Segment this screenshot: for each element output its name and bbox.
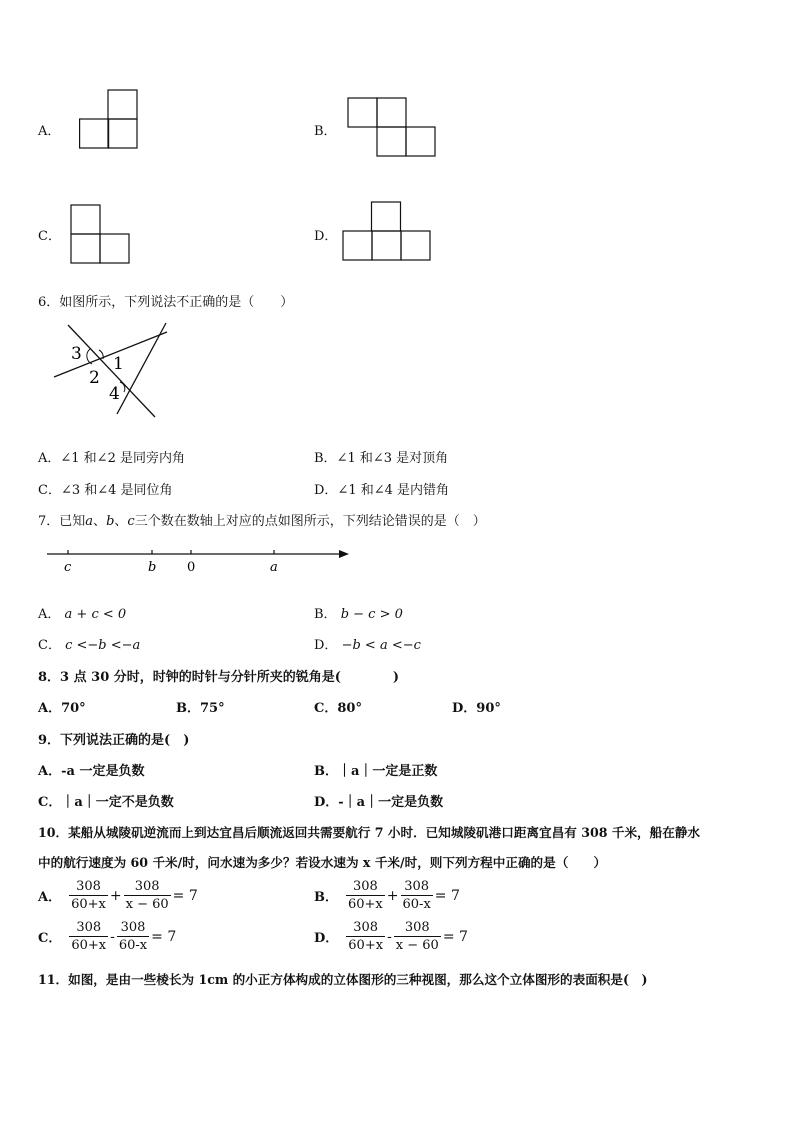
option-label: A． (38, 764, 62, 779)
option-text: ∠3 和∠4 是同位角 (60, 483, 173, 498)
denominator: x − 60 (125, 897, 169, 912)
option-label: A． (38, 890, 62, 905)
numerator: 308 (124, 878, 171, 896)
option-label: A． (38, 451, 61, 466)
fraction (124, 878, 171, 913)
option-label: B． (314, 607, 337, 622)
q9-option-b (314, 760, 437, 779)
fraction (69, 878, 108, 913)
q5-option-a-label: A． (38, 124, 61, 139)
q6-option-c (38, 479, 173, 498)
fraction (394, 919, 441, 954)
q7-option-a (38, 603, 126, 622)
option-label: B． (176, 701, 200, 716)
q10-stem-line2: 中的航行速度为 60 千米/时，问水速为多少？若设水速为 x 千米/时，则下列方程中正确的是（ ） (38, 855, 607, 870)
q10-stem-line1: 10．某船从城陵矶逆流而上到达宜昌后顺流返回共需要航行 7 小时．已知城陵矶港口距离宜昌有 308 千米，船在静水 (38, 825, 701, 840)
q6-angle-figure (50, 320, 170, 420)
option-text: ｜a｜一定是正数 (338, 764, 438, 779)
q7-stem-suffix: 三个数在数轴上对应的点如图所示，下列结论错误的是（ ） (134, 514, 486, 529)
option-text: ∠1 和∠3 是对顶角 (336, 451, 449, 466)
option-label: B． (314, 890, 338, 905)
option-text: 90° (476, 701, 501, 716)
q5-option-c-figure (70, 204, 132, 264)
option-label: D． (314, 483, 338, 498)
option-text: -｜a｜一定是负数 (338, 795, 444, 810)
denominator: 60+x (348, 938, 384, 953)
denominator: 60+x (71, 938, 107, 953)
option-text: −b < a <−c (341, 638, 421, 653)
q6-option-a (38, 447, 185, 466)
option-label: B． (314, 451, 337, 466)
q8-stem: 8．3 点 30 分时，时钟的时针与分针所夹的锐角是( ) (38, 670, 400, 685)
q5-option-d-label: D． (314, 229, 338, 244)
numerator: 308 (69, 878, 108, 896)
operator: + (386, 887, 399, 904)
denominator: x − 60 (395, 938, 439, 953)
option-label: B． (314, 764, 338, 779)
option-text: ∠1 和∠2 是同旁内角 (60, 451, 185, 466)
q10-option-d (314, 919, 470, 954)
numerator: 308 (401, 878, 433, 896)
option-label: A． (38, 701, 62, 716)
q6-option-b (314, 447, 448, 466)
q7-var-a: a (85, 514, 94, 529)
q8-option-a (38, 697, 86, 716)
q10-option-c (38, 919, 178, 954)
q10-option-a (38, 878, 200, 913)
equation-rhs: = 7 (434, 887, 460, 904)
denominator: 60-x (118, 938, 148, 953)
option-label: A． (38, 607, 61, 622)
q8-option-b (176, 697, 225, 716)
q6-fig-label-2: 2 (89, 368, 100, 388)
option-text: 70° (61, 701, 86, 716)
q8-option-d (452, 697, 501, 716)
option-label: D． (314, 931, 339, 946)
equation-rhs: = 7 (172, 887, 198, 904)
numerator: 308 (69, 919, 108, 937)
q7-axis-label-b: b (148, 560, 157, 575)
option-text: c <−b <−a (65, 638, 141, 653)
q6-fig-label-3: 3 (71, 344, 82, 364)
q9-option-d (314, 791, 443, 810)
q7-axis-label-0: 0 (187, 560, 196, 575)
operator: + (109, 887, 122, 904)
q7-option-c (38, 634, 140, 653)
fraction (117, 919, 149, 954)
option-text: 80° (337, 701, 362, 716)
q7-stem (38, 510, 486, 529)
option-text: ｜a｜一定不是负数 (61, 795, 174, 810)
option-text: ∠1 和∠4 是内错角 (337, 483, 450, 498)
q7-axis-label-c: c (64, 560, 72, 575)
q11-stem: 11．如图，是由一些棱长为 1cm 的小正方体构成的立体图形的三种视图，那么这个立体图形的表面积是( ) (38, 972, 648, 987)
option-text: -a 一定是负数 (61, 764, 145, 779)
numerator: 308 (117, 919, 149, 937)
numerator: 308 (346, 878, 385, 896)
option-label: D． (314, 795, 339, 810)
q7-option-d (314, 634, 421, 653)
operator: - (110, 928, 115, 945)
option-label: C． (314, 701, 338, 716)
q9-option-a (38, 760, 144, 779)
equation-rhs: = 7 (151, 928, 177, 945)
fraction (346, 878, 385, 913)
q7-sep: 、 (114, 514, 128, 529)
operator: - (387, 928, 392, 945)
q6-fig-label-1: 1 (113, 354, 124, 374)
q7-option-b (314, 603, 403, 622)
option-label: C． (38, 638, 61, 653)
q7-var-b: b (106, 514, 115, 529)
fraction (346, 919, 385, 954)
option-text: a + c < 0 (64, 607, 127, 622)
q7-axis-label-a: a (270, 560, 278, 575)
q10-option-b (314, 878, 462, 913)
fraction (401, 878, 433, 913)
q6-option-d (314, 479, 449, 498)
option-label: C． (38, 795, 62, 810)
denominator: 60+x (348, 897, 383, 912)
denominator: 60-x (402, 897, 431, 912)
q5-option-d-figure (342, 201, 432, 261)
q6-stem: 6．如图所示，下列说法不正确的是（ ） (38, 295, 294, 310)
q7-sep: 、 (93, 514, 107, 529)
q5-option-a-figure (79, 89, 139, 149)
q5-option-c-label: C． (38, 229, 61, 244)
numerator: 308 (346, 919, 385, 937)
fraction (69, 919, 108, 954)
q5-option-b-label: B． (314, 124, 337, 139)
q8-option-c (314, 697, 362, 716)
q9-option-c (38, 791, 174, 810)
option-text: b − c > 0 (340, 607, 403, 622)
q5-option-b-figure (347, 97, 437, 157)
option-label: C． (38, 931, 62, 946)
q7-stem-prefix: 7．已知 (38, 514, 86, 529)
option-label: C． (38, 483, 61, 498)
option-text: 75° (200, 701, 225, 716)
q9-stem: 9．下列说法正确的是( ) (38, 733, 190, 748)
q7-number-line (45, 544, 355, 584)
option-label: D． (452, 701, 477, 716)
option-label: D． (314, 638, 338, 653)
q7-var-c: c (127, 514, 135, 529)
equation-rhs: = 7 (442, 928, 468, 945)
q6-fig-label-4: 4 (109, 384, 120, 404)
denominator: 60+x (71, 897, 106, 912)
numerator: 308 (394, 919, 441, 937)
